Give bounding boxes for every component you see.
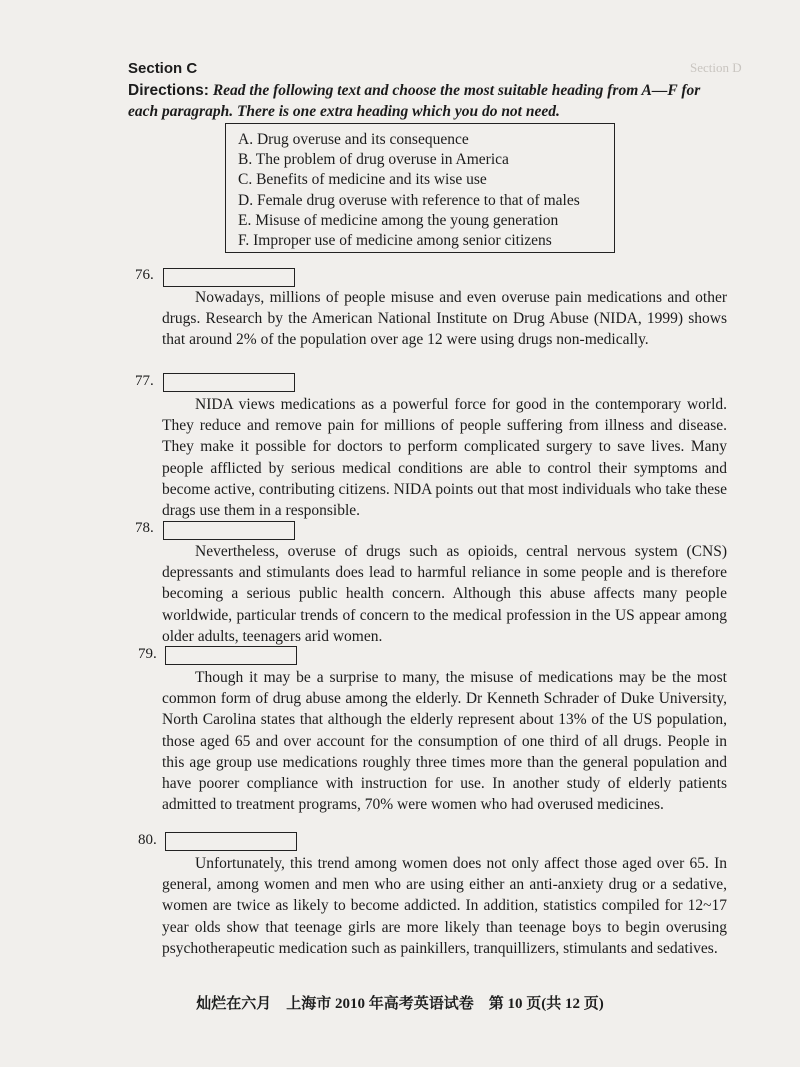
paragraph-79: Though it may be a surprise to many, the misuse of medications may be the most common form of drug abuse among the elderly. Dr Kenneth Schrader of Duke University, North Carolina states that although the elderly represent about 13% of the US population, those aged 65 and over account for the consumption of one third of all drugs. People in this age group use medications roughly three times more than the general population and have poorer compliance with instruction for use. In another study of elderly patients admitted to treatment programs, 70% were women who had overused medicines.: [162, 669, 727, 814]
directions: [128, 80, 728, 122]
directions-label: Directions:: [128, 82, 209, 99]
paragraph-80: Unfortunately, this trend among women does not only affect those aged over 65. In general, among women and men who are using either an anti-anxiety drug or a sedative, women are twice as likely to become addicted. In addition, statistics compiled for 12~17 year olds show that teenage girls are more likely than teenage boys to begin overusing psychotherapeutic medication such as painkillers, tranquillizers, stimulants and sedatives.: [162, 855, 727, 957]
heading-option-f: F. Improper use of medicine among senior citizens: [238, 232, 552, 250]
heading-option-e: E. Misuse of medicine among the young generation: [238, 211, 559, 229]
heading-option-c: C. Benefits of medicine and its wise use: [238, 171, 487, 189]
question-number-79: 79.: [138, 646, 157, 662]
paragraph-77: NIDA views medications as a powerful force for good in the contemporary world. They reduce and remove pain for millions of people suffering from illness and disease. They make it possible for doctors to perform complicated surgery to save lives. Many people afflicted by serious medical conditions are able to control their symptoms and become active, contributing citizens. NIDA points out that most individuals who take these drags use them in a responsible.: [162, 396, 727, 520]
heading-option-b: B. The problem of drug overuse in America: [238, 151, 509, 169]
answer-box-78[interactable]: [163, 521, 295, 540]
answer-box-80[interactable]: [165, 832, 297, 851]
headings-box: [225, 123, 615, 253]
section-title: Section C: [128, 60, 198, 77]
heading-option-d: D. Female drug overuse with reference to that of males: [238, 191, 580, 209]
answer-box-79[interactable]: [165, 646, 297, 665]
question-number-76: 76.: [135, 267, 154, 283]
question-number-80: 80.: [138, 832, 157, 848]
answer-box-77[interactable]: [163, 373, 295, 392]
page-footer: 灿烂在六月 上海市 2010 年高考英语试卷 第 10 页(共 12 页): [196, 996, 604, 1012]
directions-text: Read the following text and choose the most suitable heading from A—F for each paragraph. There is one extra heading which you do not need.: [128, 82, 701, 120]
bleed-through-mark: Section D: [690, 60, 742, 75]
paragraph-78: Nevertheless, overuse of drugs such as opioids, central nervous system (CNS) depressants and stimulants does lead to harmful reliance in some people and is therefore becoming a serious public health concern. Although this abuse affects many people worldwide, particular trends of concern to the medical profession in the US appear among older adults, teenagers arid women.: [162, 543, 727, 645]
question-number-77: 77.: [135, 373, 154, 389]
answer-box-76[interactable]: [163, 268, 295, 287]
question-number-78: 78.: [135, 520, 154, 536]
heading-option-a: A. Drug overuse and its consequence: [238, 131, 469, 148]
paragraph-76: Nowadays, millions of people misuse and even overuse pain medications and other drugs. Research by the American National Institute on Drug Abuse (NIDA, 1999) shows that around 2% of the population over age 12 were using drugs non-medically.: [162, 289, 727, 349]
